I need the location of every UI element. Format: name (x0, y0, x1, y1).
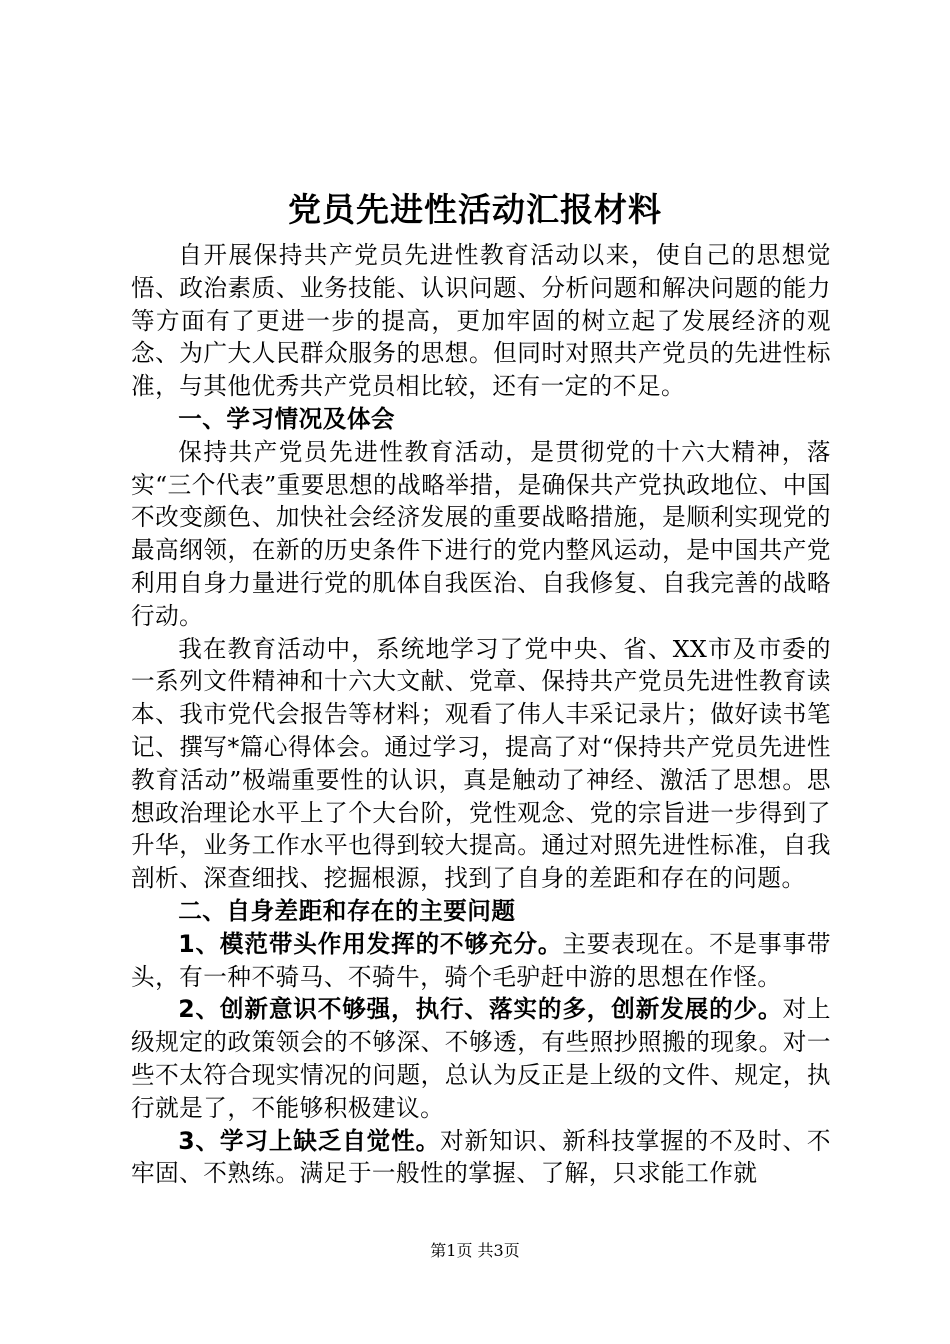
page-footer: 第1页 共3页 (430, 1241, 520, 1260)
section-heading-study: 一、学习情况及体会 (178, 404, 396, 433)
document-title: 党员先进性活动汇报材料 (288, 190, 662, 229)
problem-item-2 (131, 993, 831, 1124)
problem-item-3 (131, 1125, 831, 1191)
problem-item-2-lead: 2、创新意识不够强，执行、落实的多，创新发展的少。 (178, 995, 783, 1024)
problem-item-3-text: 对新知识、新科技掌握的不及时、不牢固、不熟练。满足于一般性的掌握、了解，只求能工作就 (131, 1126, 831, 1188)
study-paragraph-2: 我在教育活动中，系统地学习了党中央、省、XX市及市委的一系列文件精神和十六大文献、党章、保持共产党员先进性教育读本、我市党代会报告等材料；观看了伟人丰采记录片；做好读书笔记、撰写*篇心得体会。通过学习，提高了对“保持共产党员先进性教育活动”极端重要性的认识，真是触动了神经、激活了思想。思想政治理论水平上了个大台阶，党性观念、党的宗旨进一步得到了升华，业务工作水平也得到较大提高。通过对照先进性标准，自我剖析、深查细找、挖掘根源，找到了自身的差距和存在的问题。 (131, 634, 831, 893)
study-paragraph-1: 保持共产党员先进性教育活动，是贯彻党的十六大精神，落实“三个代表”重要思想的战略举措，是确保共产党执政地位、中国不改变颜色、加快社会经济发展的重要战略措施，是顺利实现党的最高纲领，在新的历史条件下进行的党内整风运动，是中国共产党利用自身力量进行党的肌体自我医治、自我修复、自我完善的战略行动。 (131, 437, 831, 630)
intro-paragraph: 自开展保持共产党员先进性教育活动以来，使自己的思想觉悟、政治素质、业务技能、认识问题、分析问题和解决问题的能力等方面有了更进一步的提高，更加牢固的树立起了发展经济的观念、为广大人民群众服务的思想。但同时对照共产党员的先进性标准，与其他优秀共产党员相比较，还有一定的不足。 (131, 241, 831, 401)
section-heading-problems: 二、自身差距和存在的主要问题 (178, 896, 516, 925)
problem-item-1-lead: 1、模范带头作用发挥的不够充分。 (178, 929, 563, 958)
document-body (131, 239, 831, 1190)
problem-item-3-lead: 3、学习上缺乏自觉性。 (178, 1126, 441, 1155)
problem-item-1 (131, 928, 831, 994)
problem-item-1-text: 主要表现在。不是事事带头，有一种不骑马、不骑牛，骑个毛驴赶中游的思想在作怪。 (131, 929, 831, 991)
problem-item-2-text: 对上级规定的政策领会的不够深、不够透，有些照抄照搬的现象。对一些不太符合现实情况的问题，总认为反正是上级的文件、规定，执行就是了，不能够积极建议。 (131, 995, 832, 1122)
